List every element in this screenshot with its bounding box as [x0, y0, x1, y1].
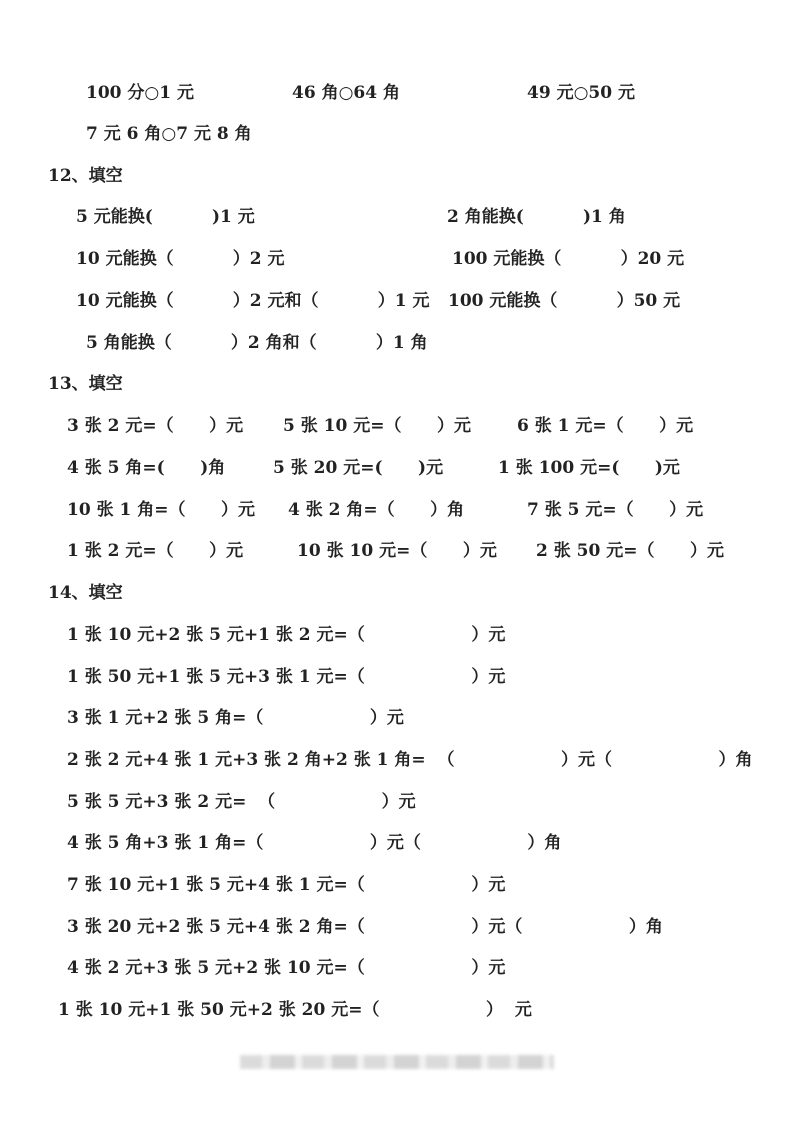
- fill-item: 1 张 10 元+1 张 50 元+2 张 20 元=（ ） 元: [58, 1000, 532, 1020]
- fill-item: 7 张 5 元=（ ）元: [527, 500, 704, 520]
- fill-item: 4 张 5 角+3 张 1 角=（ ）元（ ）角: [67, 833, 562, 853]
- compare-item: 46 角○64 角: [292, 83, 400, 103]
- section-12-title: 12、填空: [48, 166, 123, 186]
- section-13-title: 13、填空: [48, 374, 123, 394]
- fill-item: 5 张 20 元=( )元: [273, 458, 444, 478]
- compare-item: 7 元 6 角○7 元 8 角: [86, 124, 252, 144]
- fill-item: 1 张 2 元=（ ）元: [67, 541, 244, 561]
- fill-item: 6 张 1 元=（ ）元: [517, 416, 694, 436]
- fill-item: 10 元能换（ ）2 元: [76, 249, 285, 269]
- fill-item: 3 张 1 元+2 张 5 角=（ ）元: [67, 708, 404, 728]
- fill-item: 3 张 2 元=（ ）元: [67, 416, 244, 436]
- fill-item: 1 张 100 元=( )元: [498, 458, 680, 478]
- fill-item: 2 张 50 元=（ ）元: [536, 541, 724, 561]
- fill-item: 7 张 10 元+1 张 5 元+4 张 1 元=（ ）元: [67, 875, 506, 895]
- fill-item: 4 张 2 角=（ ）角: [288, 500, 465, 520]
- fill-item: 4 张 5 角=( )角: [67, 458, 226, 478]
- fill-item: 10 张 10 元=（ ）元: [297, 541, 497, 561]
- fill-item: 1 张 10 元+2 张 5 元+1 张 2 元=（ ）元: [67, 625, 506, 645]
- fill-item: 5 张 5 元+3 张 2 元= （ ）元: [67, 792, 416, 812]
- compare-item: 100 分○1 元: [86, 83, 194, 103]
- fill-item: 2 角能换( )1 角: [447, 207, 626, 227]
- section-14-title: 14、填空: [48, 583, 123, 603]
- fill-item: 5 角能换（ ）2 角和（ ）1 角: [86, 333, 428, 353]
- fill-item: 2 张 2 元+4 张 1 元+3 张 2 角+2 张 1 角= （ ）元（ ）角: [67, 750, 753, 770]
- fill-item: 10 张 1 角=（ ）元: [67, 500, 255, 520]
- fill-item: 10 元能换（ ）2 元和（ ）1 元: [76, 291, 430, 311]
- fill-item: 100 元能换（ ）50 元: [448, 291, 681, 311]
- fill-item: 100 元能换（ ）20 元: [452, 249, 685, 269]
- fill-item: 3 张 20 元+2 张 5 元+4 张 2 角=（ ）元（ ）角: [67, 917, 663, 937]
- fill-item: 1 张 50 元+1 张 5 元+3 张 1 元=（ ）元: [67, 667, 506, 687]
- fill-item: 5 元能换( )1 元: [76, 207, 255, 227]
- blurred-footer-watermark: [240, 1055, 554, 1069]
- fill-item: 4 张 2 元+3 张 5 元+2 张 10 元=（ ）元: [67, 958, 506, 978]
- compare-item: 49 元○50 元: [527, 83, 635, 103]
- fill-item: 5 张 10 元=（ ）元: [283, 416, 471, 436]
